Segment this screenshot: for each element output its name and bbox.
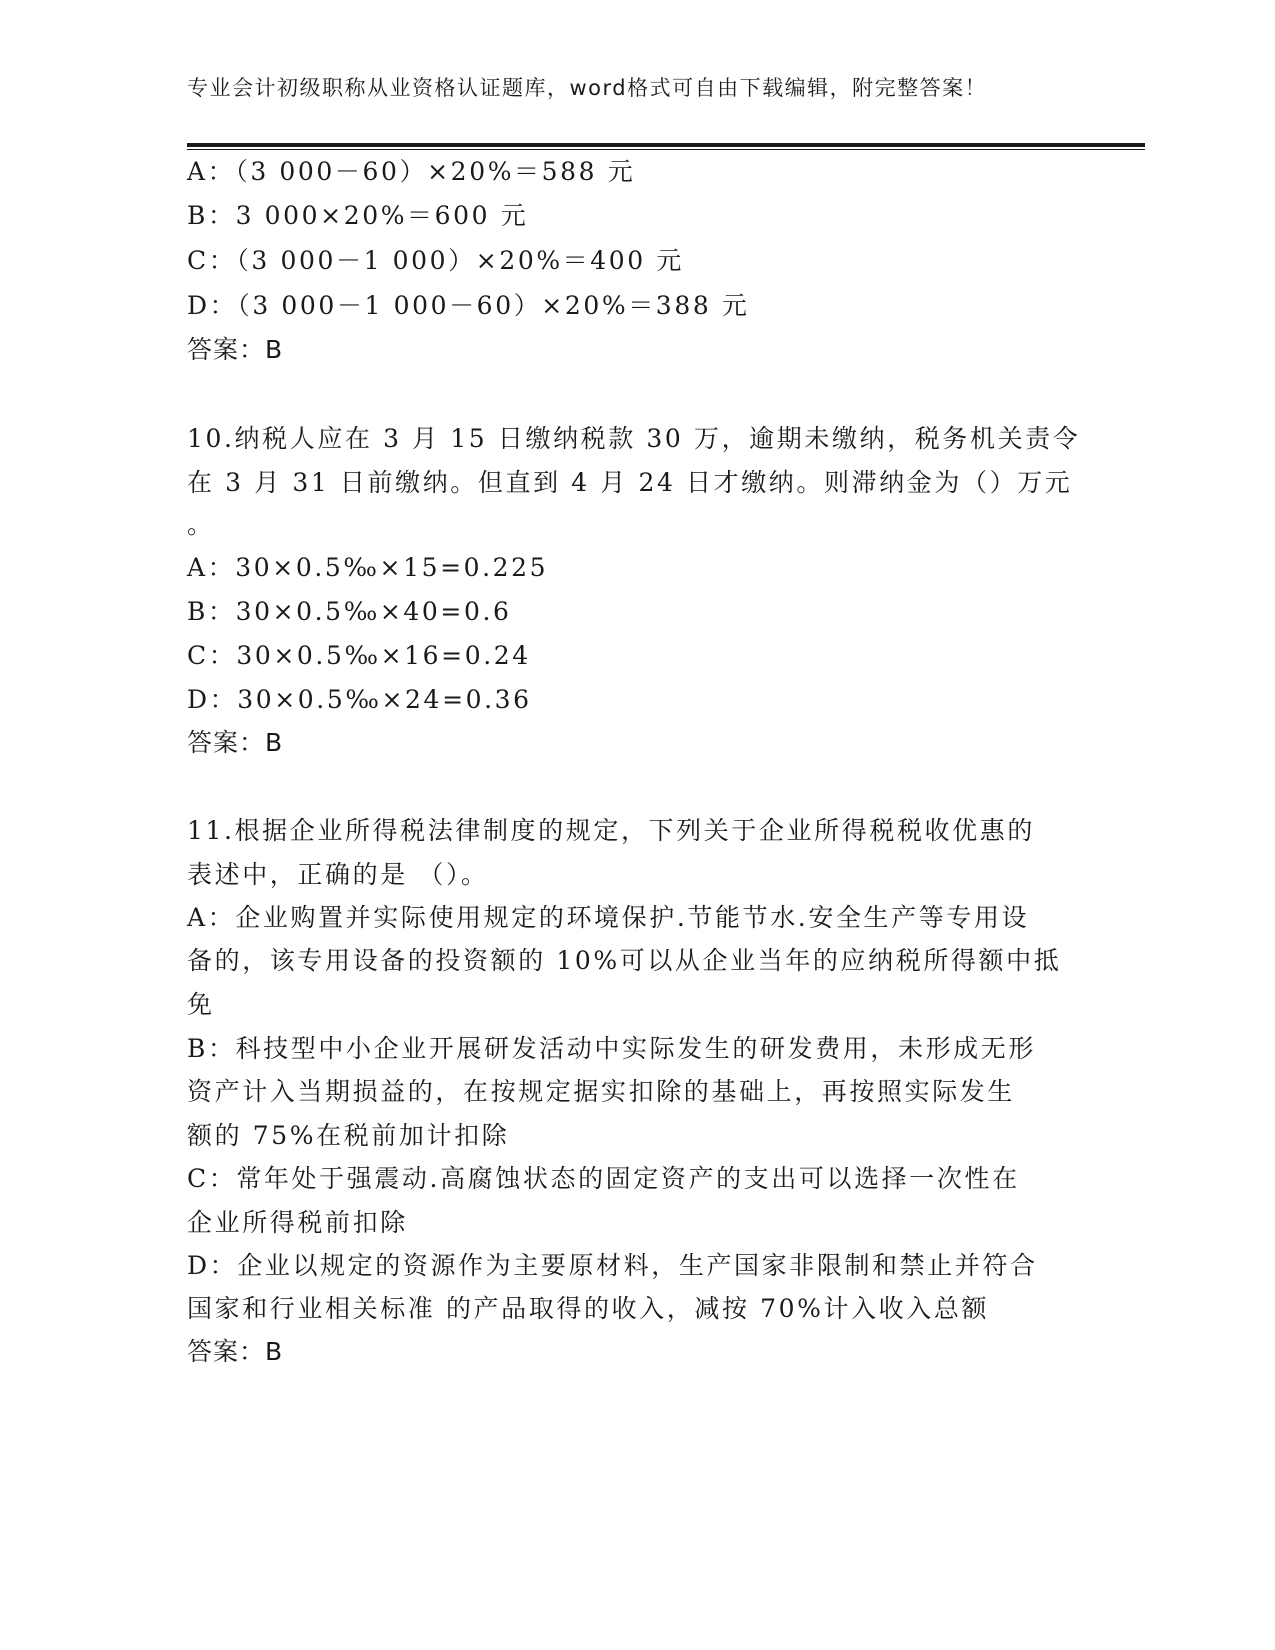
- q11-answer: 答案：B: [187, 1337, 284, 1366]
- q9-option-b: B：3 000×20%＝600 元: [187, 201, 529, 230]
- q11-option-c-line1: C：常年处于强震动.高腐蚀状态的固定资产的支出可以选择一次性在: [187, 1164, 1020, 1193]
- q11-option-d-line2: 国家和行业相关标准 的产品取得的收入，减按 70%计入收入总额: [187, 1294, 990, 1323]
- q10-stem-line3: 。: [187, 510, 215, 539]
- q10-answer: 答案：B: [187, 728, 284, 757]
- q10-stem-line2: 在 3 月 31 日前缴纳。但直到 4 月 24 日才缴纳。则滞纳金为（）万元: [187, 468, 1073, 497]
- page-header: 专业会计初级职称从业资格认证题库，word格式可自由下载编辑，附完整答案！: [187, 76, 988, 100]
- q10-option-a: A：30×0.5‰×15=0.225: [187, 553, 549, 582]
- q10-stem-line1: 10.纳税人应在 3 月 15 日缴纳税款 30 万，逾期未缴纳，税务机关责令: [187, 424, 1081, 453]
- q11-stem-line1: 11.根据企业所得税法律制度的规定，下列关于企业所得税税收优惠的: [187, 816, 1035, 845]
- q10-option-d: D：30×0.5‰×24=0.36: [187, 685, 532, 714]
- q11-option-b-line1: B：科技型中小企业开展研发活动中实际发生的研发费用，未形成无形: [187, 1034, 1036, 1063]
- q11-option-a-line3: 免: [187, 990, 215, 1019]
- q11-option-a-line2: 备的，该专用设备的投资额的 10%可以从企业当年的应纳税所得额中抵: [187, 946, 1062, 975]
- q11-option-c-line2: 企业所得税前扣除: [187, 1208, 408, 1237]
- q11-option-a-line1: A：企业购置并实际使用规定的环境保护.节能节水.安全生产等专用设: [187, 903, 1030, 932]
- q10-option-b: B：30×0.5‰×40=0.6: [187, 597, 512, 626]
- header-rule-thin: [187, 149, 1145, 150]
- q9-answer: 答案：B: [187, 335, 284, 364]
- q11-option-d-line1: D：企业以规定的资源作为主要原材料，生产国家非限制和禁止并符合: [187, 1251, 1038, 1280]
- q11-stem-line2: 表述中，正确的是 （）。: [187, 860, 489, 889]
- header-rule-thick: [187, 143, 1145, 147]
- q9-option-a: A：（3 000－60）×20%＝588 元: [187, 157, 636, 186]
- q11-option-b-line2: 资产计入当期损益的，在按规定据实扣除的基础上，再按照实际发生: [187, 1077, 1016, 1106]
- q9-option-d: D：（3 000－1 000－60）×20%＝388 元: [187, 291, 750, 320]
- q9-option-c: C：（3 000－1 000）×20%＝400 元: [187, 246, 684, 275]
- q11-option-b-line3: 额的 75%在税前加计扣除: [187, 1121, 510, 1150]
- q10-option-c: C：30×0.5‰×16=0.24: [187, 641, 531, 670]
